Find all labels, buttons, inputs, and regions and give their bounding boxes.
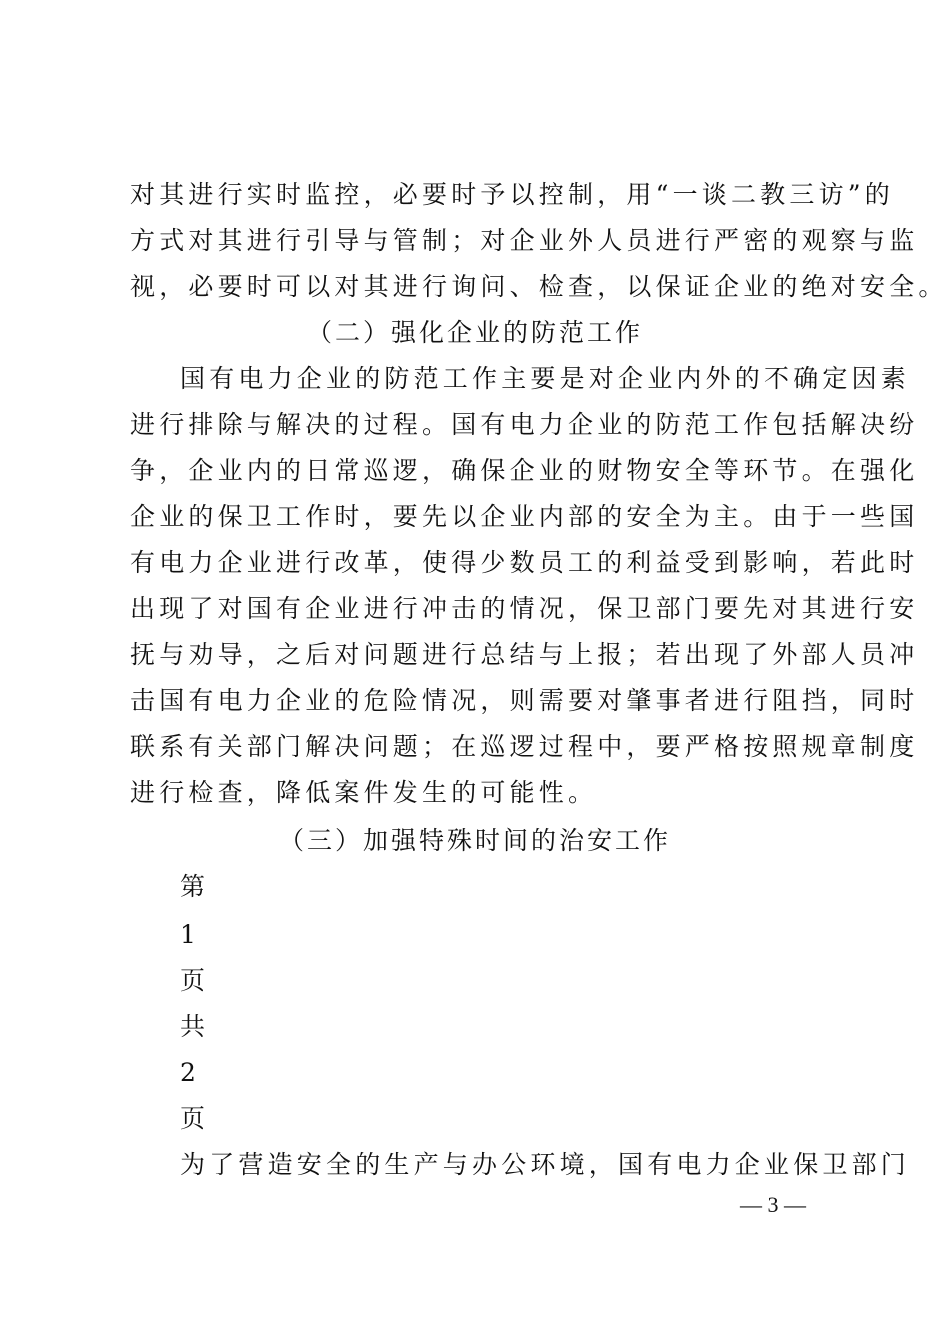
paragraph-line: 方式对其进行引导与管制；对企业外人员进行严密的观察与监 [130,226,919,255]
paragraph-line: 对其进行实时监控，必要时予以控制，用“一谈二教三访”的 [130,180,894,209]
paragraph-line: 为了营造安全的生产与办公环境，国有电力企业保卫部门 [180,1150,911,1179]
paragraph-line: 进行检查，降低案件发生的可能性。 [130,778,598,807]
paragraph-line: 企业的保卫工作时，要先以企业内部的安全为主。由于一些国 [130,502,919,531]
paragraph-line: 视，必要时可以对其进行询问、检查，以保证企业的绝对安全。 [130,272,948,301]
paragraph-line: 出现了对国有企业进行冲击的情况，保卫部门要先对其进行安 [130,594,919,623]
section-heading: （二）强化企业的防范工作 [306,318,643,347]
page-marker-text: 页 [180,966,210,995]
paragraph-line: 抚与劝导，之后对问题进行总结与上报；若出现了外部人员冲 [130,640,919,669]
page-marker-text: 页 [180,1104,210,1133]
page-marker-text: 共 [180,1012,210,1041]
paragraph-line: 进行排除与解决的过程。国有电力企业的防范工作包括解决纷 [130,410,919,439]
page-marker-text: 1 [180,920,201,949]
section-heading: （三）加强特殊时间的治安工作 [278,826,671,855]
paragraph-line: 有电力企业进行改革，使得少数员工的利益受到影响，若此时 [130,548,919,577]
paragraph-line: 国有电力企业的防范工作主要是对企业内外的不确定因素 [180,364,911,393]
paragraph-line: 联系有关部门解决问题；在巡逻过程中，要严格按照规章制度 [130,732,919,761]
page-marker-text: 第 [180,872,210,901]
paragraph-line: 争，企业内的日常巡逻，确保企业的财物安全等环节。在强化 [130,456,919,485]
page-marker-text: 2 [180,1058,201,1087]
paragraph-line: 击国有电力企业的危险情况，则需要对肇事者进行阻挡，同时 [130,686,919,715]
page-number-footer: — 3 — [740,1192,806,1217]
